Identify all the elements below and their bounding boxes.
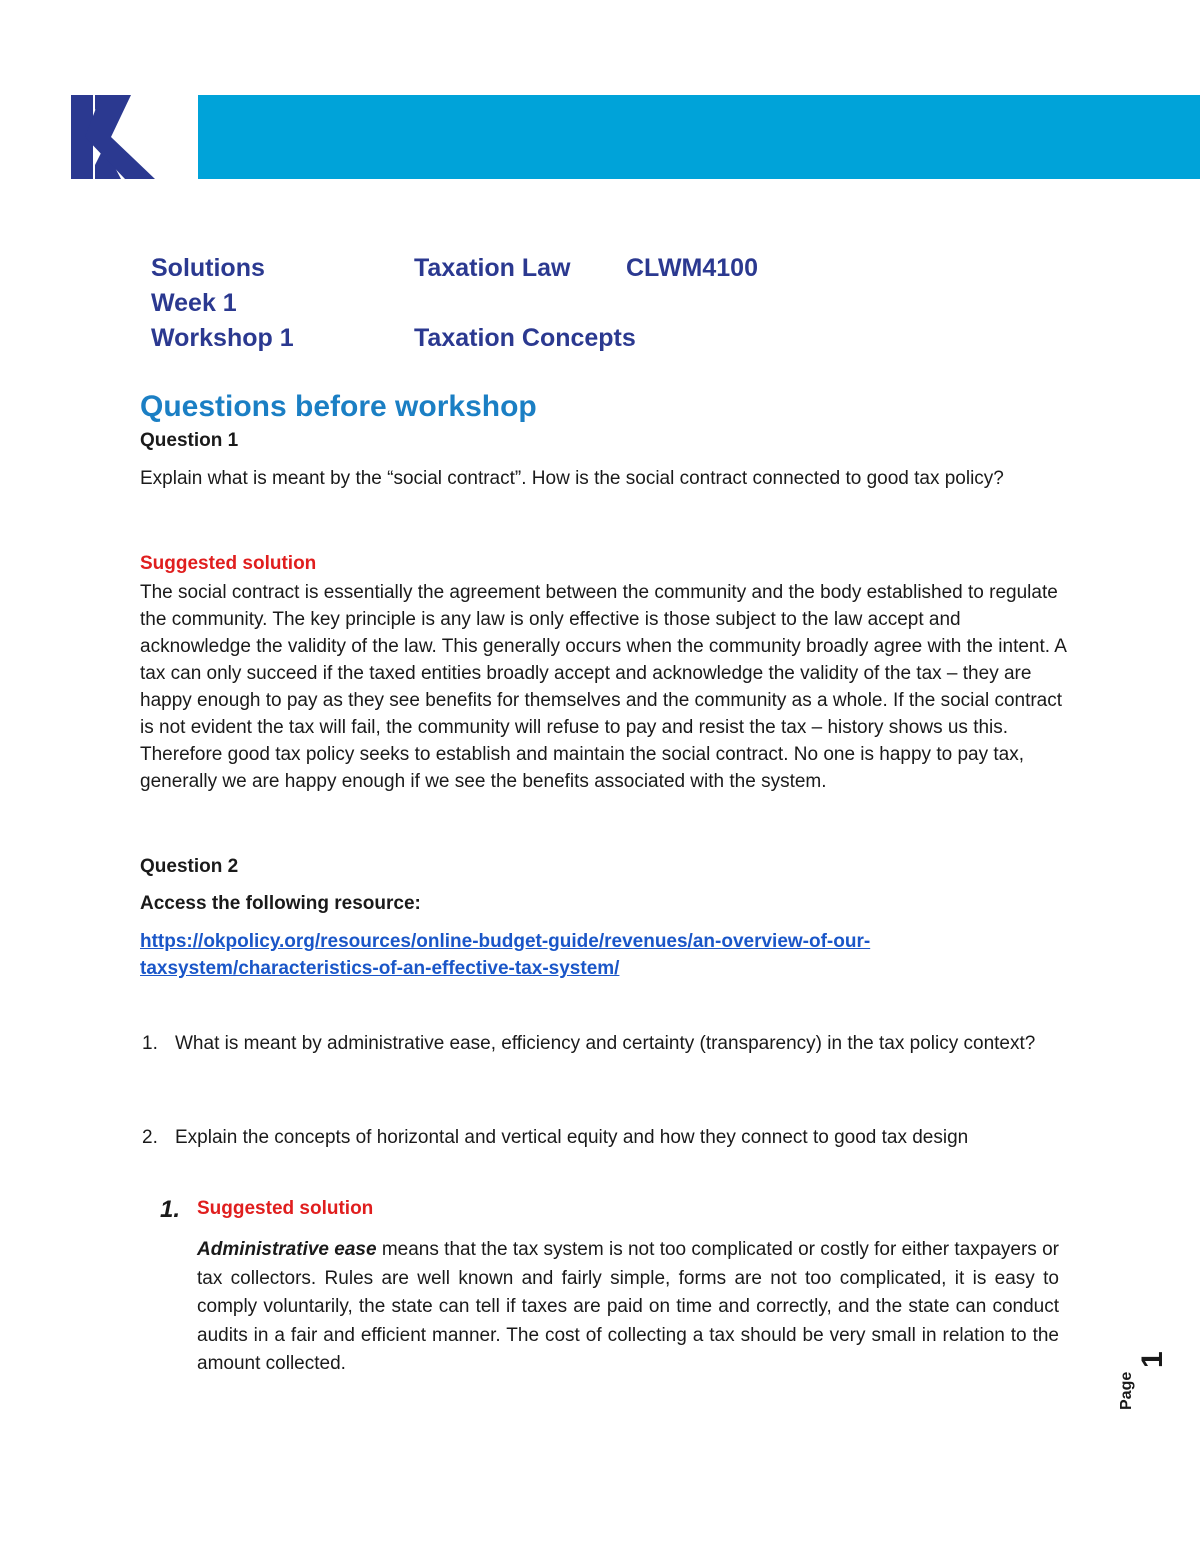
resource-link-line-1[interactable]: https://okpolicy.org/resources/online-budget-guide/revenues/an-overview-of-our-	[140, 931, 871, 952]
term-definition: means that the tax system is not too complicated or costly for either taxpayers or tax collectors. Rules are well known and fairly simple, forms are not too complicated, it is easy to comply voluntarily, the state can tell if taxes are paid on time and correctly, and the state can conduct audits in a fair and efficient manner. The cost of collecting a tax should be very small in relation to the amount collected.	[197, 1239, 1059, 1374]
question-1-text: Explain what is meant by the “social contract”. How is the social contract connected to good tax policy?	[140, 468, 1004, 489]
header-bar	[198, 95, 1200, 179]
page-number: 1	[1136, 1351, 1169, 1368]
list-item-number: 2.	[142, 1127, 158, 1148]
resource-label: Access the following resource:	[140, 893, 421, 914]
list-item-number: 1.	[142, 1033, 158, 1054]
topic-title: Taxation Concepts	[414, 324, 636, 352]
q2-solution-label: Suggested solution	[197, 1198, 374, 1219]
resource-link[interactable]	[140, 928, 1040, 982]
page-word: Page	[1118, 1371, 1135, 1410]
k-logo-icon	[71, 95, 157, 179]
doc-type: Solutions	[151, 254, 265, 282]
list-item-1-text: What is meant by administrative ease, efficiency and certainty (transparency) in the tax policy context?	[175, 1033, 1036, 1054]
list-item-2-text: Explain the concepts of horizontal and vertical equity and how they connect to good tax design	[175, 1127, 969, 1148]
q2-solution-text	[197, 1236, 1059, 1379]
term-administrative-ease: Administrative ease	[197, 1239, 377, 1260]
resource-link-line-2[interactable]: taxsystem/characteristics-of-an-effective-tax-system/	[140, 958, 620, 979]
workshop-label: Workshop 1	[151, 324, 294, 352]
course-code: CLWM4100	[626, 254, 758, 282]
week-label: Week 1	[151, 289, 237, 317]
question-2-heading: Question 2	[140, 856, 239, 877]
page-number-label	[1118, 1340, 1169, 1410]
subject-name: Taxation Law	[414, 254, 571, 282]
solution-number: 1.	[160, 1196, 181, 1223]
section-title: Questions before workshop	[140, 390, 537, 423]
q1-solution-label: Suggested solution	[140, 553, 317, 574]
question-1-heading: Question 1	[140, 430, 239, 451]
q1-solution-text: The social contract is essentially the agreement between the community and the body established to regulate the community. The key principle is any law is only effective is those subject to the law accept and acknowledge the validity of the law. This generally occurs when the community broadly agree with the intent. A tax can only succeed if the taxed entities broadly accept and acknowledge the validity of the tax – they are happy enough to pay as they see benefits for themselves and the community as a whole. If the social contract is not evident the tax will fail, the community will refuse to pay and resist the tax – history shows us this. Therefore good tax policy seeks to establish and maintain the social contract. No one is happy to pay tax, generally we are happy enough if we see the benefits associated with the system.	[140, 582, 1066, 792]
